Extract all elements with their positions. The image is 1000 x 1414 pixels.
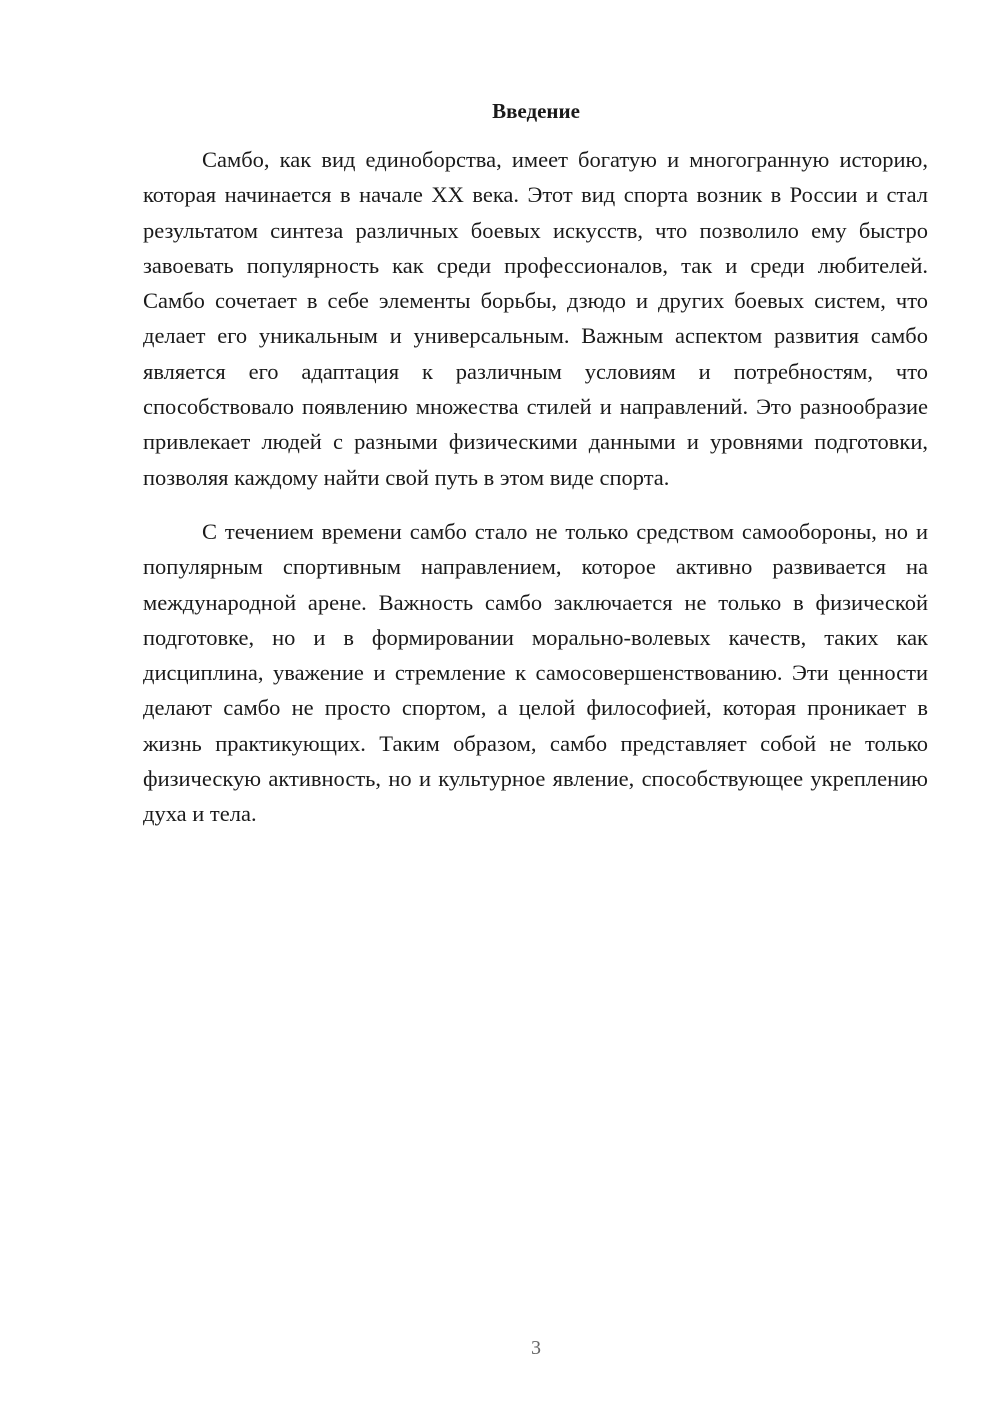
document-body: [143, 142, 928, 832]
paragraph-2: С течением времени самбо стало не только средством самообороны, но и популярным спортивным направлением, которое активно развивается на международной арене. Важность самбо заключается не только в физической подготовке, но и в формировании морально-волевых качеств, таких как дисциплина, уважение и стремление к самосовершенствованию. Эти ценности делают самбо не просто спортом, а целой философией, которая проникает в жизнь практикующих. Таким образом, самбо представляет собой не только физическую активность, но и культурное явление, способствующее укреплению духа и тела.: [143, 518, 928, 827]
paragraph-1: Самбо, как вид единоборства, имеет богатую и многогранную историю, которая начинается в начале XX века. Этот вид спорта возник в России и стал результатом синтеза различных боевых искусств, что позволило ему быстро завоевать популярность как среди профессионалов, так и среди любителей. Самбо сочетает в себе элементы борьбы, дзюдо и других боевых систем, что делает его уникальным и универсальным. Важным аспектом развития самбо является его адаптация к различным условиям и потребностям, что способствовало появлению множества стилей и направлений. Это разнообразие привлекает людей с разными физическими данными и уровнями подготовки, позволяя каждому найти свой путь в этом виде спорта.: [143, 147, 928, 490]
page-number: 3: [531, 1337, 541, 1359]
section-heading: Введение: [492, 99, 580, 123]
